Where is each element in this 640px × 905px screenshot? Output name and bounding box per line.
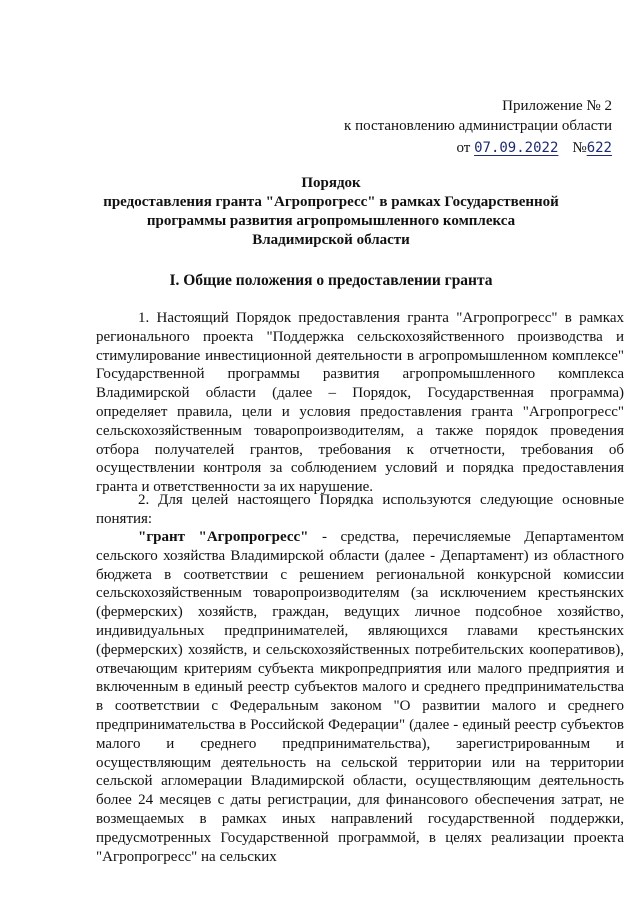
paragraph-definition [96,528,624,866]
appendix-number: Приложение № 2 [502,98,612,114]
handwritten-number: 622 [586,140,612,156]
paragraph-2: 2. Для целей настоящего Порядка используются следующие основные понятия: [96,492,624,527]
paragraph-1: 1. Настоящий Порядок предоставления гранта "Агропрогресс" в рамках регионального проекта "Поддержка сельскохозяйственного производства и стимулирование инвестиционной деятельности в агропромышленном комплексе" Государственной программы развития агропромышленного комплекса Владимирской области (далее – Порядок, Государственная программа) определяет правила, цели и условия предоставления гранта "Агропрогресс" сельскохозяйственным товаропроизводителям, а также порядок проведения отбора получателей грантов, требования к отчетности, требования об осуществлении контроля за соблюдением условий и порядка предоставления гранта и ответственности за их нарушение. [96,310,624,496]
appendix-date-line [456,138,612,158]
appendix-reference: к постановлению администрации области [344,118,612,134]
defined-term: "грант "Агропрогресс" [138,529,309,545]
document-title: Порядок [301,175,361,191]
section-heading: I. Общие положения о предоставлении гранта [169,272,493,289]
definition-text: - средства, перечисляемые Департаментом сельского хозяйства Владимирской области (далее - Департамент) из областного бюджета в соответствии с решением региональной конкурсной комиссии сельскохозяйственным товаропроизводителям (за исключением крестьянских (фермерских) хозяйств, граждан, ведущих личное подсобное хозяйство, индивидуальных предпринимателей, являющихся главами крестьянских (фермерских) хозяйств, и сельскохозяйственных потребительских кооперативов), отвечающим критериям субъекта микропредприятия или малого предприятия и включенным в единый реестр субъектов малого и среднего предпринимательства в соответствии с Федеральным законом "О развитии малого и среднего предпринимательства в Российской Федерации" (далее - единый реестр субъектов малого и среднего предпринимательства), зарегистрированным и осуществляющим деятельность на сельской территории или на территории сельской агломерации Владимирской области, осуществляющим деятельность более 24 месяцев с даты регистрации, для финансового обеспечения затрат, не возмещаемых в рамках иных направлений государственной поддержки, предусмотренных Государственной программой, в целях реализации проекта "Агропрогресс" на сельских [96,529,624,865]
number-prefix: № [572,140,587,156]
document-subtitle: предоставления гранта "Агропрогресс" в рамках Государственной программы развития агропромышленного комплекса Владимирской области [103,194,559,248]
date-prefix: от [456,140,471,156]
handwritten-date: 07.09.2022 [474,140,559,156]
